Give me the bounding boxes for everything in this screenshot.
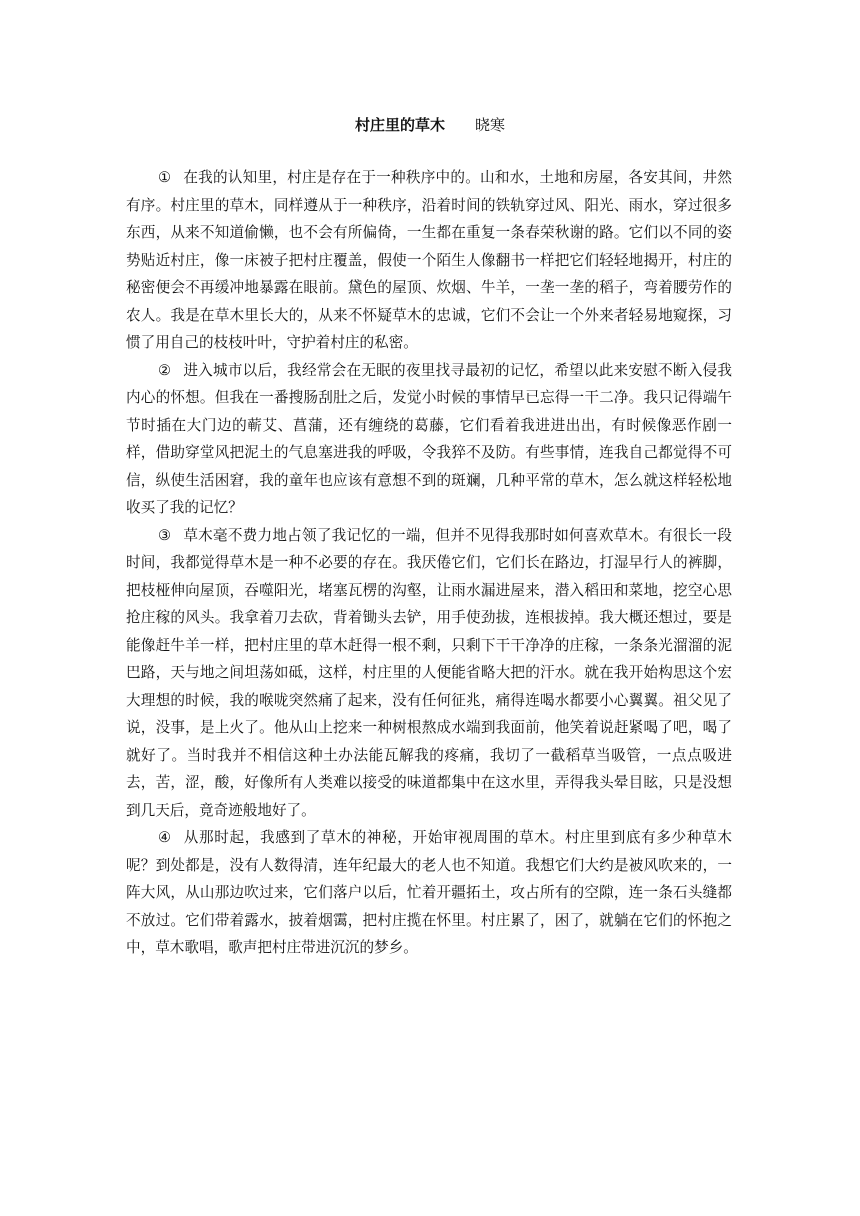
article-body — [126, 164, 732, 962]
paragraph-4 — [126, 824, 732, 962]
article-author: 晓寒 — [475, 116, 506, 134]
paragraph-number: ④ — [158, 829, 172, 846]
paragraph-text: 从那时起，我感到了草木的神秘，开始审视周围的草木。村庄里到底有多少种草木呢？到处都是，没有人数得清，连年纪最大的老人也不知道。我想它们大约是被风吹来的，一阵大风，从山那边吹过来，它们落户以后，忙着开疆拓土，攻占所有的空隙，连一条石头缝都不放过。它们带着露水，披着烟霭，把村庄揽在怀里。村庄累了，困了，就躺在它们的怀抱之中，草木歌唱，歌声把村庄带进沉沉的梦乡。 — [126, 829, 732, 956]
paragraph-number: ② — [158, 361, 172, 379]
paragraph-2 — [126, 357, 732, 522]
title-line — [0, 113, 860, 137]
paragraph-number: ① — [158, 169, 172, 186]
paragraph-text: 进入城市以后，我经常会在无眠的夜里找寻最初的记忆，希望以此来安慰不断入侵我内心的怀想。但我在一番搜肠刮肚之后，发觉小时候的事情早已忘得一干二净。我只记得端午节时插在大门边的蕲艾、菖蒲，还有缠绕的葛藤，它们看着我进进出出，有时候像恶作剧一样，借助穿堂风把泥土的气息塞进我的呼吸，令我猝不及防。有些事情，连我自己都觉得不可信，纵使生活困窘，我的童年也应该有意想不到的斑斓，几种平常的草木，怎么就这样轻松地收买了我的记忆？ — [126, 361, 732, 516]
article-title: 村庄里的草木 — [354, 116, 445, 134]
paragraph-3 — [126, 522, 732, 825]
paragraph-text: 在我的认知里，村庄是存在于一种秩序中的。山和水，土地和房屋，各安其间，井然有序。村庄里的草木，同样遵从于一种秩序，沿着时间的铁轨穿过风、阳光、雨水，穿过很多东西，从来不知道偷懒，也不会有所偏倚，一生都在重复一条春荣秋谢的路。它们以不同的姿势贴近村庄，像一床被子把村庄覆盖，假使一个陌生人像翻书一样把它们轻轻地揭开，村庄的秘密便会不再缓冲地暴露在眼前。黛色的屋顶、炊烟、牛羊，一垄一垄的稻子，弯着腰劳作的农人。我是在草木里长大的，从来不怀疑草木的忠诚，它们不会让一个外来者轻易地窥探，习惯了用自己的枝枝叶叶，守护着村庄的私密。 — [126, 169, 732, 351]
paragraph-text: 草木毫不费力地占领了我记忆的一端，但并不见得我那时如何喜欢草木。有很长一段时间，我都觉得草木是一种不必要的存在。我厌倦它们，它们长在路边，打湿早行人的裤脚，把枝桠伸向屋顶，吞噬阳光，堵塞瓦楞的沟壑，让雨水漏进屋来，潜入稻田和菜地，挖空心思抢庄稼的风头。我拿着刀去砍，背着锄头去铲，用手使劲拔，连根拔掉。我大概还想过，要是能像赶牛羊一样，把村庄里的草木赶得一根不剩，只剩下干干净净的庄稼，一条条光溜溜的泥巴路，天与地之间坦荡如砥，这样，村庄里的人便能省略大把的汗水。就在我开始构思这个宏大理想的时候，我的喉咙突然痛了起来，没有任何征兆，痛得连喝水都要小心翼翼。祖父见了说，没事，是上火了。他从山上挖来一种树根熬成水端到我面前，他笑着说赶紧喝了吧，喝了就好了。当时我并不相信这种土办法能瓦解我的疼痛，我切了一截稻草当吸管，一点点吸进去，苦，涩，酸，好像所有人类难以接受的味道都集中在这水里，弄得我头晕目眩，只是没想到几天后，竟奇迹般地好了。 — [126, 526, 732, 819]
paragraph-number: ③ — [158, 526, 172, 544]
paragraph-1 — [126, 164, 732, 357]
